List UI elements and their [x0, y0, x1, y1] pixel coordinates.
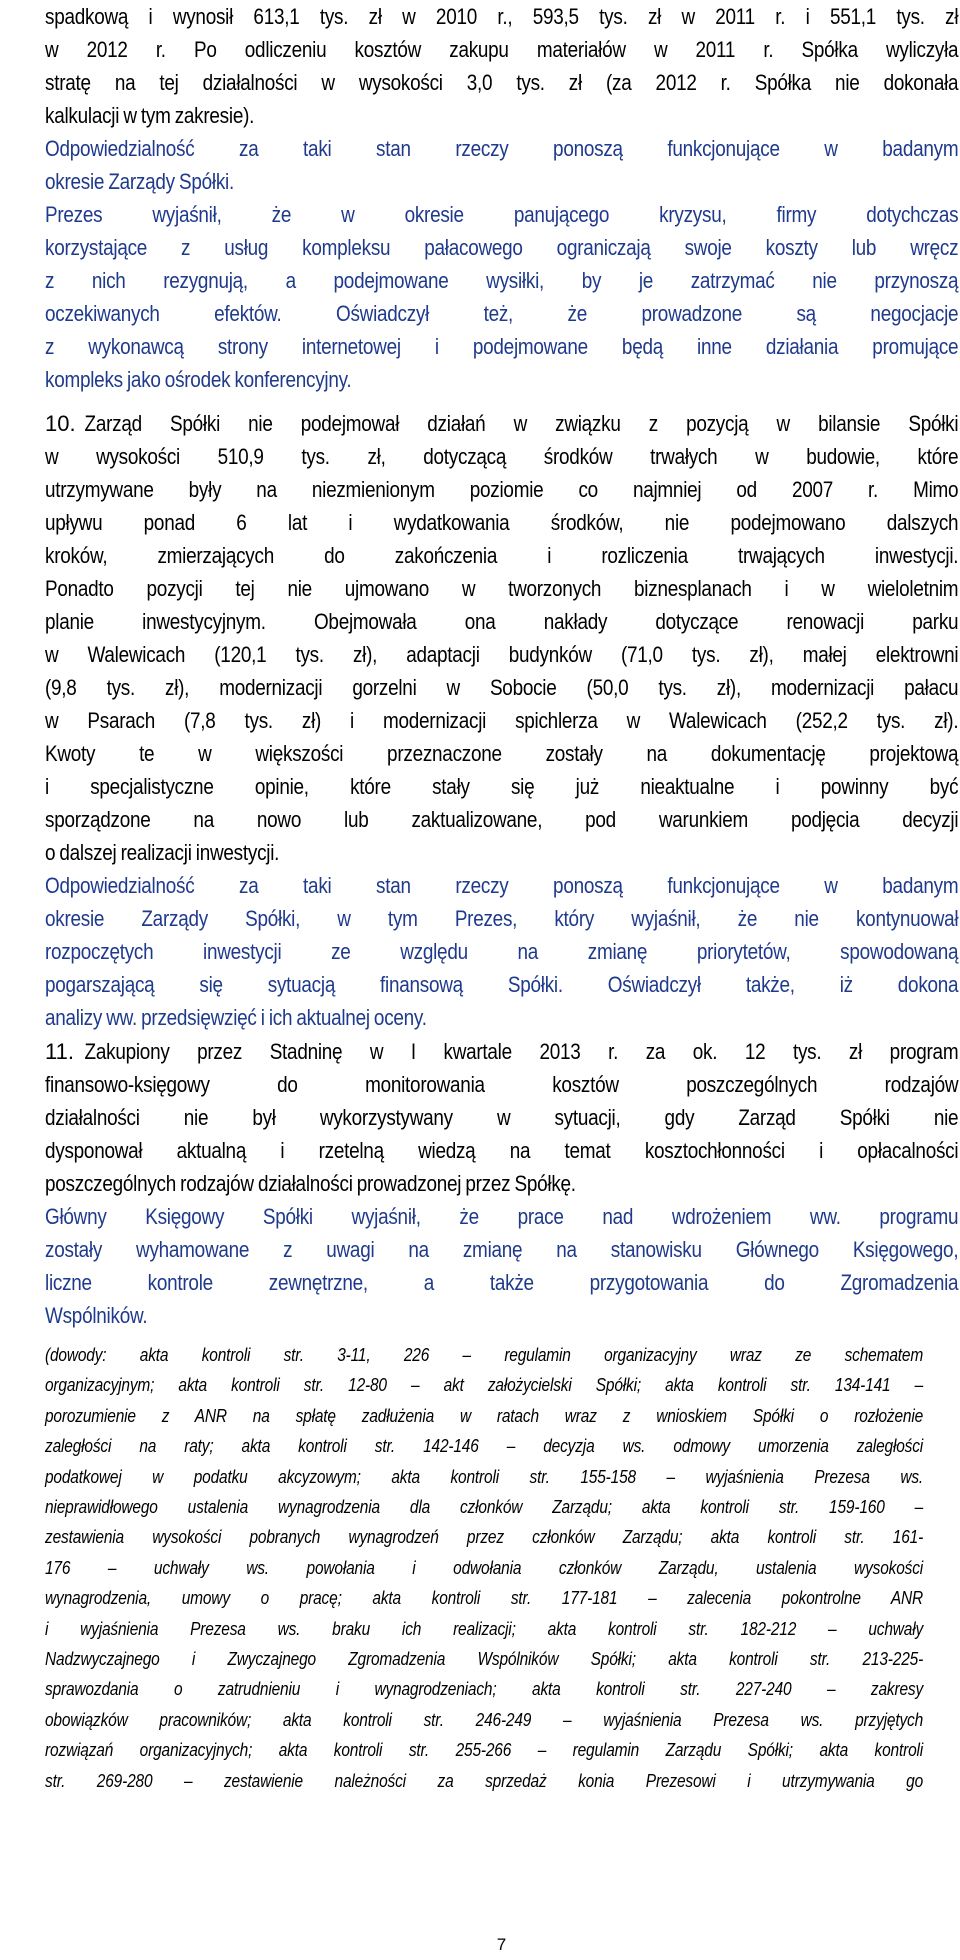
text-line: Kwoty te w większości przeznaczone zostały na dokumentację projektową [45, 741, 959, 766]
text-line: wynagrodzenia, umowy o pracę; akta kontroli str. 177-181 – zalecenia pokontrolne ANR [45, 1588, 924, 1609]
evidence-references [45, 1340, 958, 1796]
text-line: liczne kontrole zewnętrzne, a także przygotowania do Zgromadzenia [45, 1270, 959, 1295]
text-line: Wspólników. [45, 1303, 148, 1328]
text-line: Zakupiony przez Stadninę w I kwartale 2013 r. za ok. 12 tys. zł program [84, 1039, 959, 1064]
text-line: finansowo-księgowy do monitorowania kosztów poszczególnych rodzajów [45, 1072, 959, 1097]
text-line: zestawienia wysokości pobranych wynagrodzeń przez członków Zarządu; akta kontroli str. 161- [45, 1527, 924, 1548]
text-line: korzystające z usług kompleksu pałacowego ograniczają swoje koszty lub wręcz [45, 235, 959, 260]
text-line: w Walewicach (120,1 tys. zł), adaptacji budynków (71,0 tys. zł), małej elektrowni [45, 642, 959, 667]
text-line: (dowody: akta kontroli str. 3-11, 226 – regulamin organizacyjny wraz ze schematem [45, 1345, 924, 1365]
text-line: Zarząd Spółki nie podejmował działań w związku z pozycją w bilansie Spółki [84, 411, 959, 436]
text-line: organizacyjnym; akta kontroli str. 12-80 – akt założycielski Spółki; akta kontroli str. 134-141 – [45, 1375, 924, 1396]
text-line: działalności nie był wykorzystywany w sytuacji, gdy Zarząd Spółki nie [45, 1105, 959, 1130]
document-page [45, 0, 958, 1960]
text-line: zostały wyhamowane z uwagi na zmianę na stanowisku Głównego Księgowego, [45, 1237, 959, 1262]
item-10-body [45, 407, 958, 869]
page-number: 7 [496, 1935, 507, 1954]
text-line: planie inwestycyjnym. Obejmowała ona nakłady dotyczące renowacji parku [45, 609, 959, 634]
text-line: dysponował aktualną i rzetelną wiedzą na temat kosztochłonności i opłacalności [45, 1138, 959, 1163]
text-line: kompleks jako ośrodek konferencyjny. [45, 367, 352, 392]
text-line: w wysokości 510,9 tys. zł, dotyczącą środków trwałych w budowie, które [45, 444, 959, 469]
text-line: kalkulacji w tym zakresie). [45, 103, 255, 128]
text-line: poszczególnych rodzajów działalności prowadzonej przez Spółkę. [45, 1171, 576, 1196]
text-line: okresie Zarządy Spółki. [45, 169, 234, 194]
text-line: obowiązków pracowników; akta kontroli str. 246-249 – wyjaśnienia Prezesa ws. przyjętych [45, 1709, 924, 1730]
text-line: kroków, zmierzających do zakończenia i rozliczenia trwających inwestycji. [45, 543, 959, 568]
text-line: Prezes wyjaśnił, że w okresie panującego kryzysu, firmy dotychczas [45, 202, 959, 227]
text-line: oczekiwanych efektów. Oświadczył też, że prowadzone są negocjacje [45, 301, 959, 326]
text-line: rozpoczętych inwestycji ze względu na zmianę priorytetów, spowodowaną [45, 939, 959, 964]
text-line: Nadzwyczajnego i Zwyczajnego Zgromadzenia Wspólników Spółki; akta kontroli str. 213-225- [45, 1649, 924, 1670]
responsibility-paragraph [45, 132, 958, 198]
text-line: zaległości na raty; akta kontroli str. 142-146 – decyzja ws. odmowy umorzenia zaległości [45, 1436, 924, 1457]
text-line: nieprawidłowego ustalenia wynagrodzenia dla członków Zarządu; akta kontroli str. 159-160 – [45, 1497, 924, 1518]
text-line: 176 – uchwały ws. powołania i odwołania członków Zarządu, ustalenia wysokości [45, 1557, 924, 1578]
text-line: o dalszej realizacji inwestycji. [45, 840, 280, 865]
text-line: Główny Księgowy Spółki wyjaśnił, że prace nad wdrożeniem ww. programu [45, 1204, 959, 1229]
text-line: w 2012 r. Po odliczeniu kosztów zakupu materiałów w 2011 r. Spółka wyliczyła [45, 37, 959, 62]
item-number: 10. [45, 411, 76, 436]
text-line: z wykonawcą strony internetowej i podejmowane będą inne działania promujące [45, 334, 959, 359]
text-line: porozumienie z ANR na spłatę zadłużenia w ratach wraz z wnioskiem Spółki o rozłożenie [45, 1405, 924, 1426]
text-line: Ponadto pozycji tej nie ujmowano w tworzonych biznesplanach i w wieloletnim [45, 576, 959, 601]
text-line: sprawozdania o zatrudnieniu i wynagrodzeniach; akta kontroli str. 227-240 – zakresy [45, 1679, 924, 1700]
text-line: okresie Zarządy Spółki, w tym Prezes, który wyjaśnił, że nie kontynuował [45, 906, 959, 931]
text-line: i wyjaśnienia Prezesa ws. braku ich realizacji; akta kontroli str. 182-212 – uchwały [45, 1618, 924, 1639]
intro-paragraph [45, 0, 958, 132]
text-line: stratę na tej działalności w wysokości 3,0 tys. zł (za 2012 r. Spółka nie dokonała [45, 70, 959, 95]
text-line: upływu ponad 6 lat i wydatkowania środków, nie podejmowano dalszych [45, 510, 959, 535]
text-line: spadkową i wynosił 613,1 tys. zł w 2010 r., 593,5 tys. zł w 2011 r. i 551,1 tys. zł [45, 4, 959, 29]
text-line: (9,8 tys. zł), modernizacji gorzelni w Sobocie (50,0 tys. zł), modernizacji pałacu [45, 675, 959, 700]
item-11-body [45, 1035, 958, 1200]
item-number: 11. [45, 1039, 74, 1064]
text-line: w Psarach (7,8 tys. zł) i modernizacji spichlerza w Walewicach (252,2 tys. zł). [45, 708, 959, 733]
text-line: podatkowej w podatku akcyzowym; akta kontroli str. 155-158 – wyjaśnienia Prezesa ws. [45, 1466, 924, 1487]
text-line: utrzymywane były na niezmienionym poziomie co najmniej od 2007 r. Mimo [45, 477, 959, 502]
text-line: z nich rezygnują, a podejmowane wysiłki, by je zatrzymać nie przynoszą [45, 268, 959, 293]
text-line: rozwiązań organizacyjnych; akta kontroli str. 255-266 – regulamin Zarządu Spółki; akta kontroli [45, 1740, 924, 1761]
text-line: str. 269-280 – zestawienie należności za sprzedaż konia Prezesowi i utrzymywania go [45, 1770, 924, 1791]
text-line: sporządzone na nowo lub zaktualizowane, pod warunkiem podjęcia decyzji [45, 807, 959, 832]
accountant-explanation-paragraph [45, 1200, 958, 1332]
text-line: Odpowiedzialność za taki stan rzeczy ponoszą funkcjonujące w badanym [45, 873, 959, 898]
text-line: i specjalistyczne opinie, które stały się już nieaktualne i powinny być [45, 774, 959, 799]
text-line: analizy ww. przedsięwzięć i ich aktualnej oceny. [45, 1005, 427, 1030]
text-line: pogarszającą się sytuacją finansową Spółki. Oświadczył także, iż dokona [45, 972, 959, 997]
item-10-responsibility-paragraph [45, 869, 958, 1034]
president-explanation-paragraph [45, 198, 958, 396]
text-line: Odpowiedzialność za taki stan rzeczy ponoszą funkcjonujące w badanym [45, 136, 959, 161]
